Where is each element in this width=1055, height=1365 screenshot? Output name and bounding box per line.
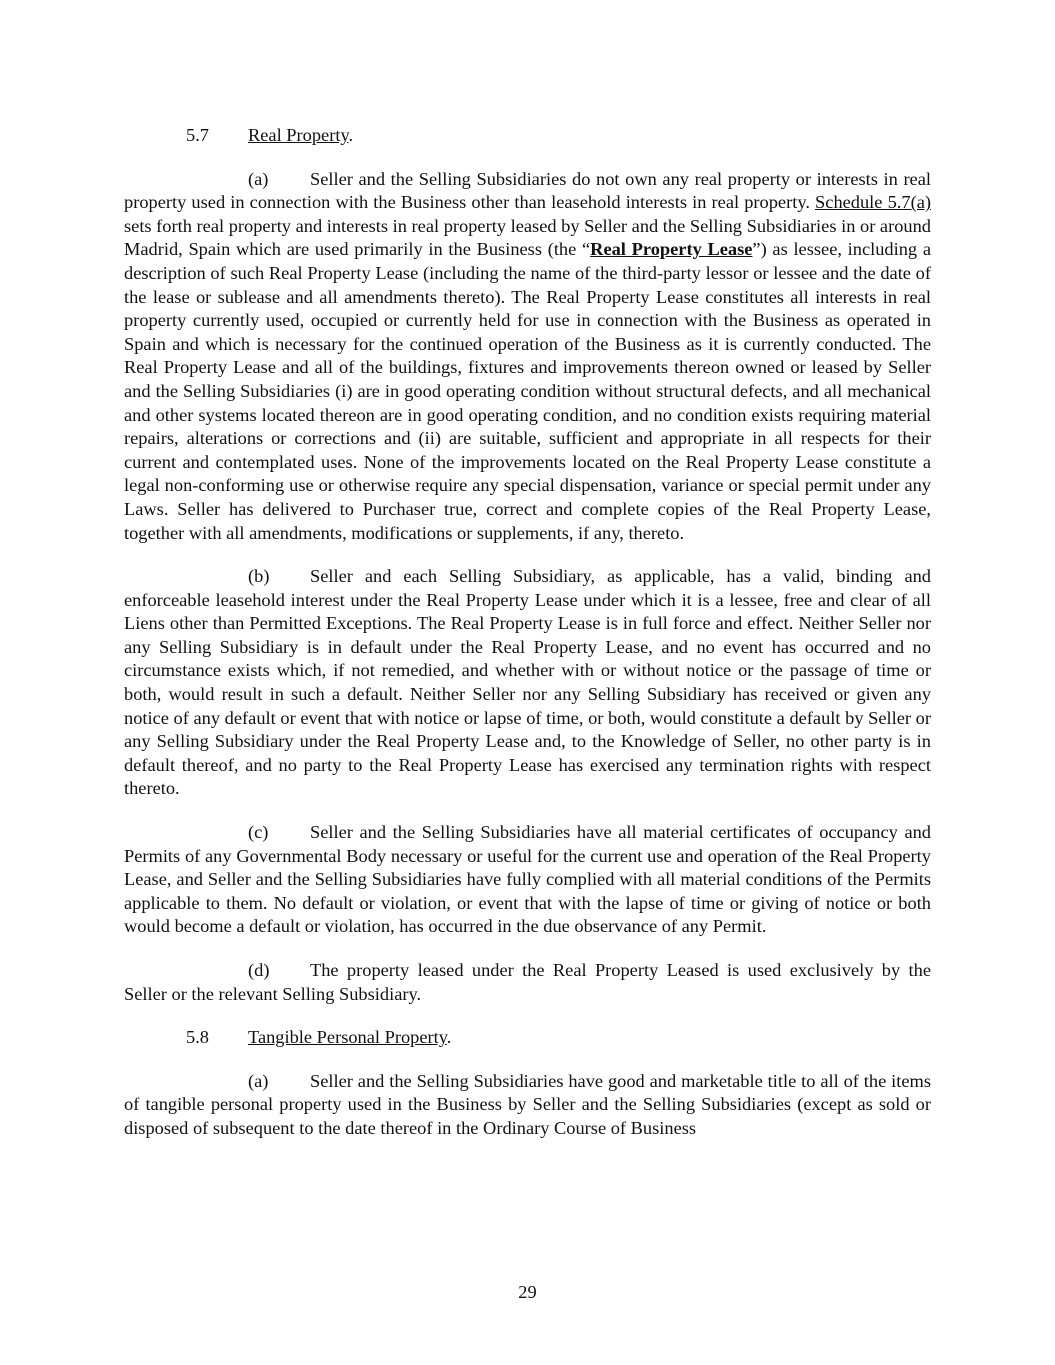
clause-text: ”) as lessee, including a description of such Real Property Lease (including the name of the third-party lessor or lessee and the date of the lease or sublease and all amendments thereto). The Real Property Lease constitutes all interests in real property currently used, occupied or currently held for use in connection with the Business as operated in Spain and which is necessary for the continued operation of the Business as it is currently conducted. The Real Property Lease and all of the buildings, fixtures and improvements thereon owned or leased by Seller and the Selling Subsidiaries (i) are in good operating condition without structural defects, and all mechanical and other systems located thereon are in good operating condition, and no condition exists requiring material repairs, alterations or corrections and (ii) are suitable, sufficient and appropriate in all respects for their current and contemplated uses. None of the improvements located on the Real Property Lease constitute a legal non-conforming use or otherwise require any special dispensation, variance or special permit under any Laws. Seller has delivered to Purchaser true, correct and complete copies of the Real Property Lease, together with all amendments, modifications or supplements, if any, thereto. xyxy=(124,239,931,543)
defined-term: Real Property Lease xyxy=(590,239,753,260)
clause-label: (c) xyxy=(248,822,269,843)
section-5-7-heading xyxy=(124,124,931,148)
paragraph-5-7-d xyxy=(124,959,931,1006)
paragraph-5-7-b xyxy=(124,565,931,801)
section-title: Tangible Personal Property xyxy=(248,1027,447,1048)
clause-text: Seller and the Selling Subsidiaries do not own any real property or interests in real property used in connection with the Business other than leasehold interests in real property. xyxy=(124,168,931,213)
paragraph-5-7-a xyxy=(124,168,931,546)
schedule-reference: Schedule 5.7(a) xyxy=(815,192,931,213)
document-body xyxy=(124,124,931,1161)
page-number: 29 xyxy=(518,1282,537,1302)
clause-label: (d) xyxy=(248,960,270,980)
clause-label: (b) xyxy=(248,566,270,587)
clause-text: Seller and the Selling Subsidiaries have all material certificates of occupancy and Permits of any Governmental Body necessary or useful for the current use and operation of the Real Property Lease, and Seller and the Selling Subsidiaries have fully complied with all material conditions of the Permits applicable to them. No default or violation, or event that with the lapse of time or giving of notice or both would become a default or violation, has occurred in the due observance of any Permit. xyxy=(124,822,931,937)
section-5-8-heading xyxy=(124,1026,931,1050)
clause-text: The property leased under the Real Property Leased is used exclusively by the Seller or the relevant Selling Subsidiary. xyxy=(124,960,931,1004)
clause-label: (a) xyxy=(248,1070,269,1091)
section-title-period: . xyxy=(446,1027,452,1048)
clause-label: (a) xyxy=(248,168,269,189)
section-title: Real Property xyxy=(248,125,349,145)
section-title-period: . xyxy=(348,125,354,145)
section-number: 5.7 xyxy=(186,125,209,145)
clause-text: Seller and each Selling Subsidiary, as applicable, has a valid, binding and enforceable leasehold interest under the Real Property Lease under which it is a lessee, free and clear of all Liens other than Permitted Exceptions. The Real Property Lease is in full force and effect. Neither Seller nor any Selling Subsidiary is in default under the Real Property Lease, and no event has occurred and no circumstance exists which, if not remedied, and whether with or without notice or the passage of time or both, would result in such a default. Neither Seller nor any Selling Subsidiary has received or given any notice of any default or event that with notice or lapse of time, or both, would constitute a default by Seller or any Selling Subsidiary under the Real Property Lease and, to the Knowledge of Seller, no other party is in default thereof, and no party to the Real Property Lease has exercised any termination rights with respect thereto. xyxy=(124,566,931,799)
clause-text: Seller and the Selling Subsidiaries have good and marketable title to all of the items of tangible personal property used in the Business by Seller and the Selling Subsidiaries (except as sold or disposed of subsequent to the date thereof in the Ordinary Course of Business xyxy=(124,1070,931,1138)
clause-text: sets forth real property and interests in real property leased by Seller and the Selling Subsidiaries in or around Madrid, Spain which are used primarily in the Business (the “ xyxy=(124,215,931,260)
section-number: 5.8 xyxy=(186,1027,209,1048)
paragraph-5-7-c xyxy=(124,821,931,939)
paragraph-5-8-a xyxy=(124,1070,931,1141)
